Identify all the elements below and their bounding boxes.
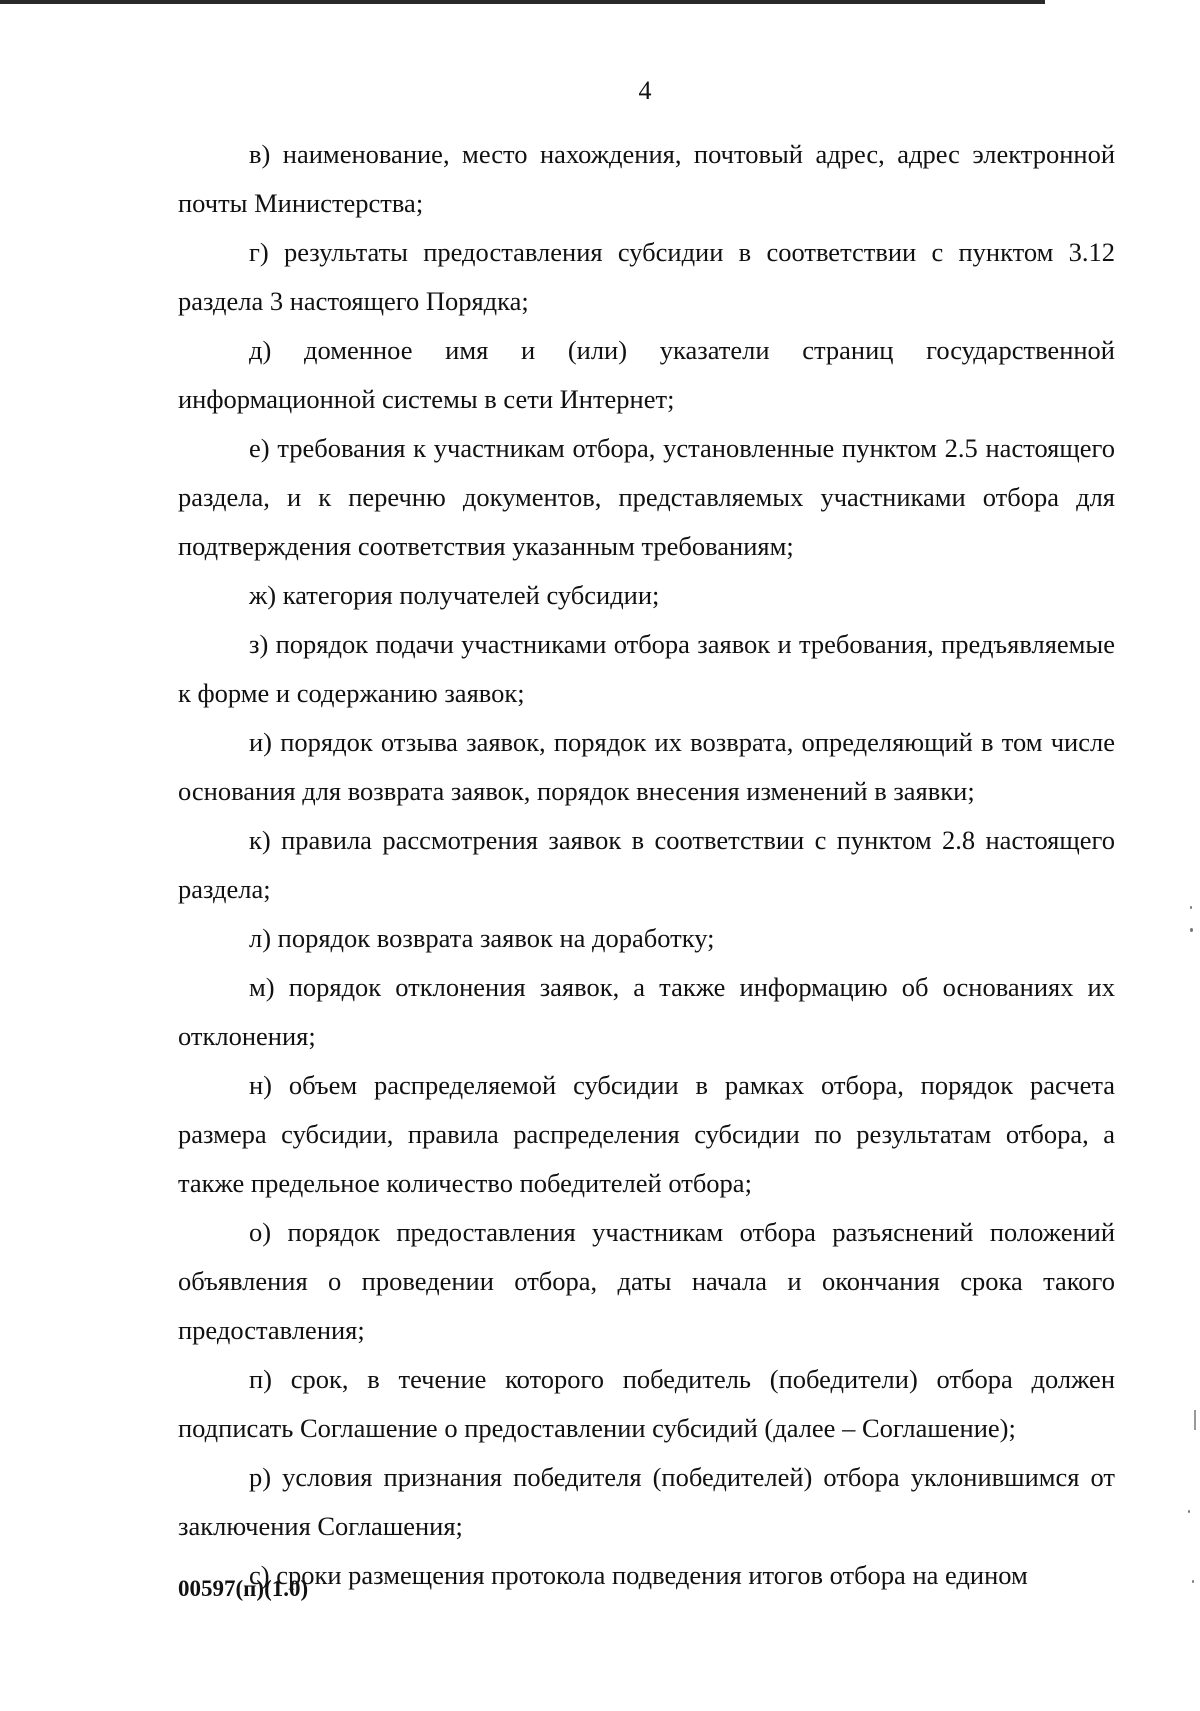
scan-speck	[1190, 906, 1192, 909]
list-item-e: е) требования к участникам отбора, установленные пунктом 2.5 настоящего раздела, и к перечню документов, представляемых участниками отбора для подтверждения соответствия указанным требованиям;	[178, 433, 1115, 561]
list-item-p: п) срок, в течение которого победитель (победители) отбора должен подписать Соглашение о предоставлении субсидий (далее – Соглашение);	[178, 1364, 1115, 1443]
scan-speck	[1188, 1510, 1190, 1513]
scan-speck	[1192, 1580, 1194, 1583]
list-item-o: о) порядок предоставления участникам отбора разъяснений положений объявления о проведении отбора, даты начала и окончания срока такого предоставления;	[178, 1217, 1115, 1345]
list-item-s: с) сроки размещения протокола подведения итогов отбора на едином	[249, 1560, 1028, 1590]
list-item-r: р) условия признания победителя (победителей) отбора уклонившимся от заключения Соглашения;	[178, 1462, 1115, 1541]
scan-edge-mark	[1194, 1410, 1196, 1430]
document-code: 00597(п)(1.0)	[178, 1576, 309, 1601]
list-item-i: и) порядок отзыва заявок, порядок их возврата, определяющий в том числе основания для возврата заявок, порядок внесения изменений в заявки;	[178, 727, 1115, 806]
list-item-k: к) правила рассмотрения заявок в соответствии с пунктом 2.8 настоящего раздела;	[178, 825, 1115, 904]
list-item-m: м) порядок отклонения заявок, а также информацию об основаниях их отклонения;	[178, 972, 1115, 1051]
list-item-z: з) порядок подачи участниками отбора заявок и требования, предъявляемые к форме и содержанию заявок;	[178, 629, 1115, 708]
scan-top-border	[0, 0, 1045, 4]
list-item-v: в) наименование, место нахождения, почтовый адрес, адрес электронной почты Министерства;	[178, 139, 1115, 218]
document-body	[178, 130, 1115, 1600]
list-item-g: г) результаты предоставления субсидии в соответствии с пунктом 3.12 раздела 3 настоящего Порядка;	[178, 237, 1115, 316]
list-item-d: д) доменное имя и (или) указатели страниц государственной информационной системы в сети Интернет;	[178, 335, 1115, 414]
scan-speck	[1190, 928, 1193, 932]
list-item-l: л) порядок возврата заявок на доработку;	[249, 923, 715, 953]
list-item-n: н) объем распределяемой субсидии в рамках отбора, порядок расчета размера субсидии, правила распределения субсидии по результатам отбора, а также предельное количество победителей отбора;	[178, 1070, 1115, 1198]
list-item-zh: ж) категория получателей субсидии;	[249, 580, 660, 610]
page-number: 4	[638, 76, 652, 105]
